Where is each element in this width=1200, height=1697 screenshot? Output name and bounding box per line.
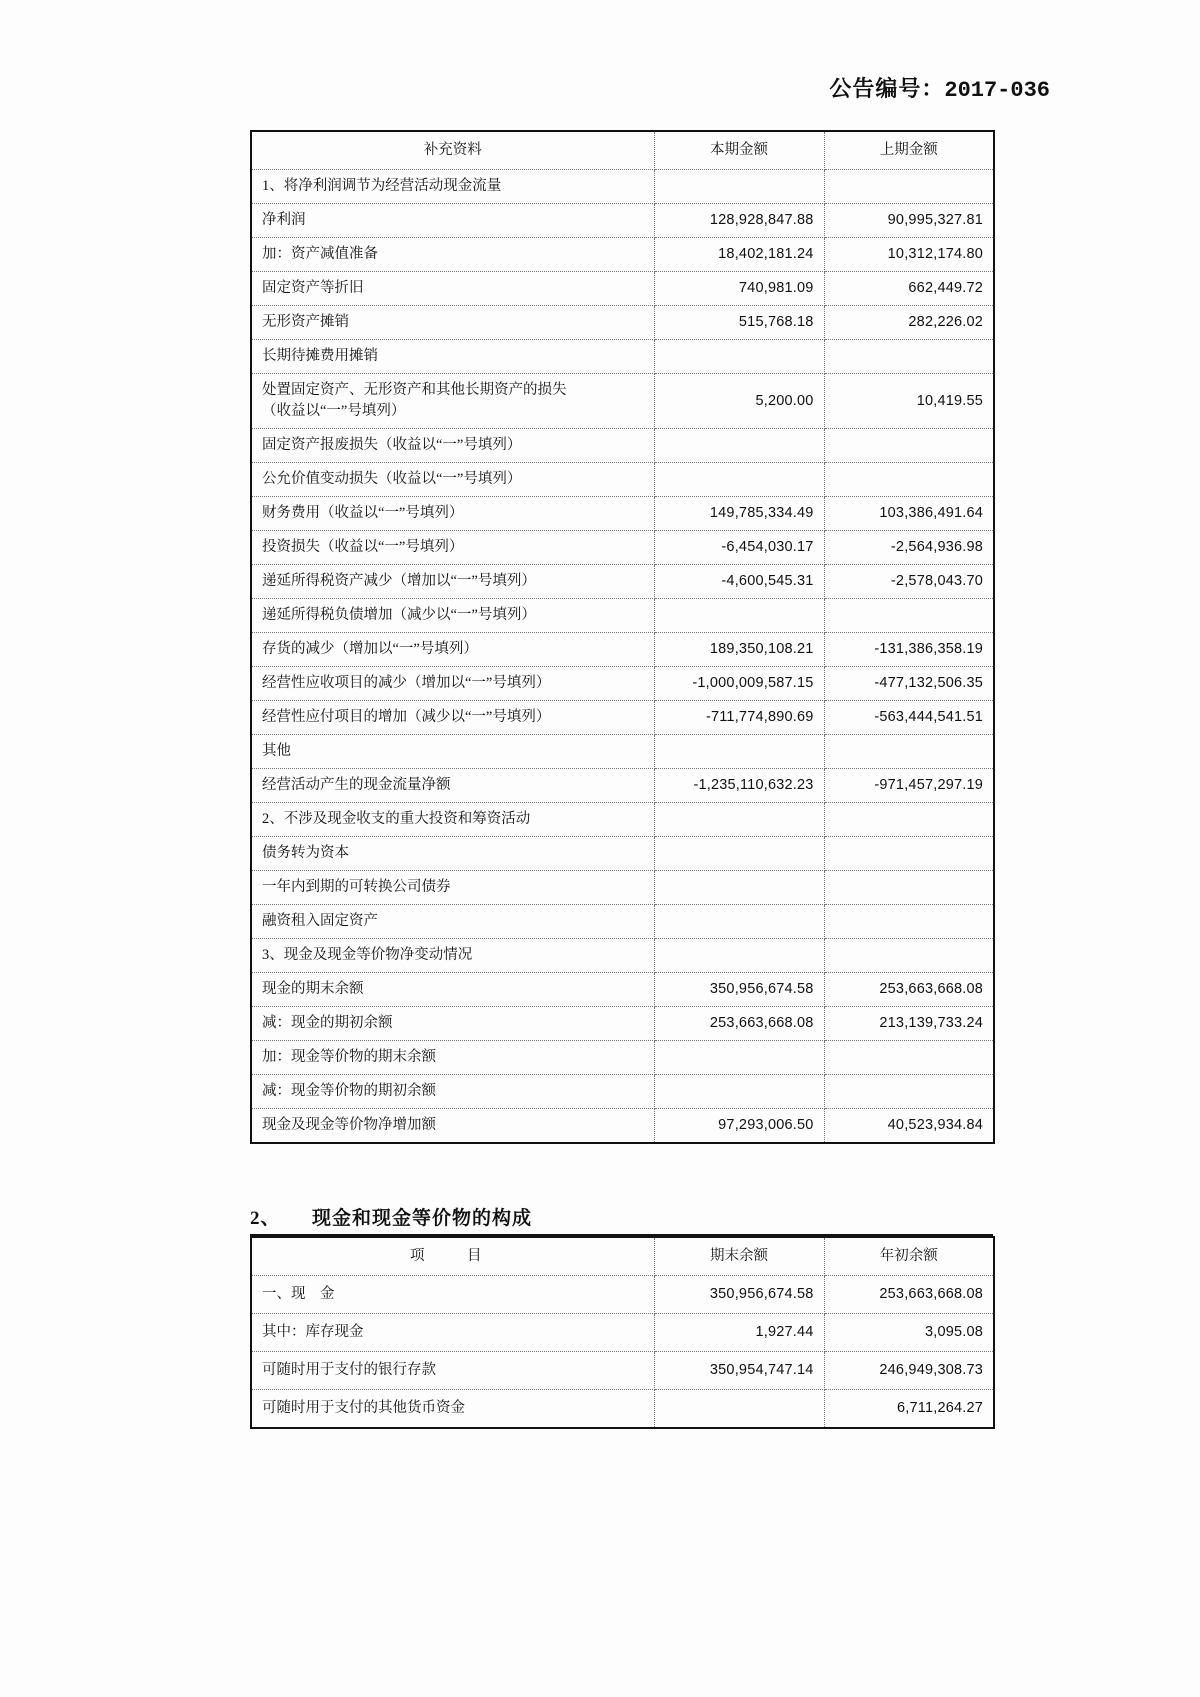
row-current-amount: -6,454,030.17 xyxy=(654,531,824,565)
row-current-amount: -711,774,890.69 xyxy=(654,701,824,735)
row-beginning-balance: 6,711,264.27 xyxy=(824,1390,994,1429)
row-current-amount: 18,402,181.24 xyxy=(654,238,824,272)
column-header-item: 补充资料 xyxy=(251,131,654,170)
table-row xyxy=(251,1109,994,1144)
table-row xyxy=(251,497,994,531)
row-label: 经营性应付项目的增加（减少以“一”号填列） xyxy=(251,701,654,735)
row-beginning-balance: 3,095.08 xyxy=(824,1314,994,1352)
row-label: 净利润 xyxy=(251,204,654,238)
table-row xyxy=(251,1041,994,1075)
row-label: 加：现金等价物的期末余额 xyxy=(251,1041,654,1075)
cash-composition-table-wrap xyxy=(250,1236,993,1429)
row-label: 1、将净利润调节为经营活动现金流量 xyxy=(251,170,654,204)
row-label: 加：资产减值准备 xyxy=(251,238,654,272)
row-label: 财务费用（收益以“一”号填列） xyxy=(251,497,654,531)
table-row xyxy=(251,238,994,272)
row-previous-amount xyxy=(824,170,994,204)
row-current-amount: 515,768.18 xyxy=(654,306,824,340)
table-row xyxy=(251,769,994,803)
table-row xyxy=(251,170,994,204)
table-row xyxy=(251,735,994,769)
table-row xyxy=(251,565,994,599)
table-row xyxy=(251,531,994,565)
section-2-number: 2、 xyxy=(250,1208,281,1229)
section-2-title: 现金和现金等价物的构成 xyxy=(312,1208,533,1229)
row-label: 处置固定资产、无形资产和其他长期资产的损失 （收益以“一”号填列） xyxy=(251,374,654,429)
row-previous-amount: 10,419.55 xyxy=(824,374,994,429)
table-row xyxy=(251,803,994,837)
table-row xyxy=(251,633,994,667)
row-current-amount xyxy=(654,735,824,769)
column-header-ending: 期末余额 xyxy=(654,1237,824,1276)
row-previous-amount: -971,457,297.19 xyxy=(824,769,994,803)
row-beginning-balance: 246,949,308.73 xyxy=(824,1352,994,1390)
row-label: 存货的减少（增加以“一”号填列） xyxy=(251,633,654,667)
row-previous-amount: 213,139,733.24 xyxy=(824,1007,994,1041)
table-row xyxy=(251,1314,994,1352)
table-header-row xyxy=(251,131,994,170)
row-previous-amount xyxy=(824,429,994,463)
row-previous-amount: 282,226.02 xyxy=(824,306,994,340)
row-label: 递延所得税资产减少（增加以“一”号填列） xyxy=(251,565,654,599)
row-label: 无形资产摊销 xyxy=(251,306,654,340)
row-previous-amount: 10,312,174.80 xyxy=(824,238,994,272)
row-label: 现金及现金等价物净增加额 xyxy=(251,1109,654,1144)
row-label: 投资损失（收益以“一”号填列） xyxy=(251,531,654,565)
table-row xyxy=(251,1075,994,1109)
column-header-item: 项 目 xyxy=(251,1237,654,1276)
row-previous-amount xyxy=(824,340,994,374)
row-current-amount: -4,600,545.31 xyxy=(654,565,824,599)
row-current-amount xyxy=(654,871,824,905)
row-label: 减：现金等价物的期初余额 xyxy=(251,1075,654,1109)
row-previous-amount xyxy=(824,837,994,871)
table-row xyxy=(251,1276,994,1314)
row-label: 其中：库存现金 xyxy=(251,1314,654,1352)
row-previous-amount: 662,449.72 xyxy=(824,272,994,306)
table-row xyxy=(251,204,994,238)
row-label: 其他 xyxy=(251,735,654,769)
table-row xyxy=(251,463,994,497)
column-header-beginning: 年初余额 xyxy=(824,1237,994,1276)
announcement-code: 2017-036 xyxy=(944,78,1050,103)
row-label: 减：现金的期初余额 xyxy=(251,1007,654,1041)
row-previous-amount: 103,386,491.64 xyxy=(824,497,994,531)
row-current-amount: 253,663,668.08 xyxy=(654,1007,824,1041)
announcement-label: 公告编号： xyxy=(829,76,945,101)
table-row xyxy=(251,1390,994,1429)
row-beginning-balance: 253,663,668.08 xyxy=(824,1276,994,1314)
row-current-amount xyxy=(654,463,824,497)
row-label: 递延所得税负债增加（减少以“一”号填列） xyxy=(251,599,654,633)
table-row xyxy=(251,429,994,463)
row-label: 债务转为资本 xyxy=(251,837,654,871)
column-header-current: 本期金额 xyxy=(654,131,824,170)
row-previous-amount xyxy=(824,871,994,905)
row-current-amount: 740,981.09 xyxy=(654,272,824,306)
row-previous-amount: -563,444,541.51 xyxy=(824,701,994,735)
row-current-amount xyxy=(654,939,824,973)
row-label: 可随时用于支付的其他货币资金 xyxy=(251,1390,654,1429)
row-previous-amount xyxy=(824,463,994,497)
table-header-row xyxy=(251,1237,994,1276)
row-label: 一年内到期的可转换公司债券 xyxy=(251,871,654,905)
row-previous-amount xyxy=(824,735,994,769)
row-label: 长期待摊费用摊销 xyxy=(251,340,654,374)
table-row xyxy=(251,837,994,871)
row-previous-amount xyxy=(824,939,994,973)
row-previous-amount xyxy=(824,1041,994,1075)
row-current-amount: 97,293,006.50 xyxy=(654,1109,824,1144)
row-current-amount: -1,000,009,587.15 xyxy=(654,667,824,701)
table-row xyxy=(251,599,994,633)
row-label: 可随时用于支付的银行存款 xyxy=(251,1352,654,1390)
row-current-amount xyxy=(654,429,824,463)
row-current-amount xyxy=(654,170,824,204)
row-current-amount xyxy=(654,340,824,374)
column-header-previous: 上期金额 xyxy=(824,131,994,170)
row-label: 现金的期末余额 xyxy=(251,973,654,1007)
row-ending-balance: 350,956,674.58 xyxy=(654,1276,824,1314)
row-label: 融资租入固定资产 xyxy=(251,905,654,939)
row-current-amount: 128,928,847.88 xyxy=(654,204,824,238)
row-previous-amount: 40,523,934.84 xyxy=(824,1109,994,1144)
table-row xyxy=(251,1352,994,1390)
row-current-amount: 149,785,334.49 xyxy=(654,497,824,531)
row-previous-amount xyxy=(824,803,994,837)
row-label: 固定资产等折旧 xyxy=(251,272,654,306)
row-current-amount: -1,235,110,632.23 xyxy=(654,769,824,803)
table-row xyxy=(251,667,994,701)
row-current-amount xyxy=(654,905,824,939)
row-current-amount xyxy=(654,599,824,633)
row-ending-balance: 1,927.44 xyxy=(654,1314,824,1352)
row-previous-amount: 90,995,327.81 xyxy=(824,204,994,238)
table-row xyxy=(251,905,994,939)
row-previous-amount: -2,578,043.70 xyxy=(824,565,994,599)
row-current-amount: 5,200.00 xyxy=(654,374,824,429)
row-previous-amount xyxy=(824,905,994,939)
row-current-amount: 350,956,674.58 xyxy=(654,973,824,1007)
cashflow-supplement-table xyxy=(250,130,995,1144)
table-row xyxy=(251,374,994,429)
table-row xyxy=(251,306,994,340)
row-current-amount xyxy=(654,803,824,837)
table-row xyxy=(251,701,994,735)
table-row xyxy=(251,939,994,973)
row-label: 经营活动产生的现金流量净额 xyxy=(251,769,654,803)
row-previous-amount: -131,386,358.19 xyxy=(824,633,994,667)
row-label: 3、现金及现金等价物净变动情况 xyxy=(251,939,654,973)
row-label: 固定资产报废损失（收益以“一”号填列） xyxy=(251,429,654,463)
row-previous-amount: -2,564,936.98 xyxy=(824,531,994,565)
row-label: 公允价值变动损失（收益以“一”号填列） xyxy=(251,463,654,497)
table-row xyxy=(251,973,994,1007)
row-label: 2、不涉及现金收支的重大投资和筹资活动 xyxy=(251,803,654,837)
cashflow-supplement-table-wrap xyxy=(250,130,993,1144)
row-current-amount xyxy=(654,837,824,871)
section-2-heading xyxy=(250,1203,993,1236)
row-previous-amount xyxy=(824,599,994,633)
row-current-amount xyxy=(654,1075,824,1109)
table-row xyxy=(251,1007,994,1041)
announcement-header xyxy=(250,72,1050,103)
table-row xyxy=(251,871,994,905)
row-previous-amount xyxy=(824,1075,994,1109)
row-current-amount: 189,350,108.21 xyxy=(654,633,824,667)
table-row xyxy=(251,340,994,374)
row-current-amount xyxy=(654,1041,824,1075)
row-label: 一、现 金 xyxy=(251,1276,654,1314)
cash-composition-table xyxy=(250,1236,995,1429)
row-ending-balance: 350,954,747.14 xyxy=(654,1352,824,1390)
row-previous-amount: -477,132,506.35 xyxy=(824,667,994,701)
row-label: 经营性应收项目的减少（增加以“一”号填列） xyxy=(251,667,654,701)
row-ending-balance xyxy=(654,1390,824,1429)
table-row xyxy=(251,272,994,306)
row-previous-amount: 253,663,668.08 xyxy=(824,973,994,1007)
